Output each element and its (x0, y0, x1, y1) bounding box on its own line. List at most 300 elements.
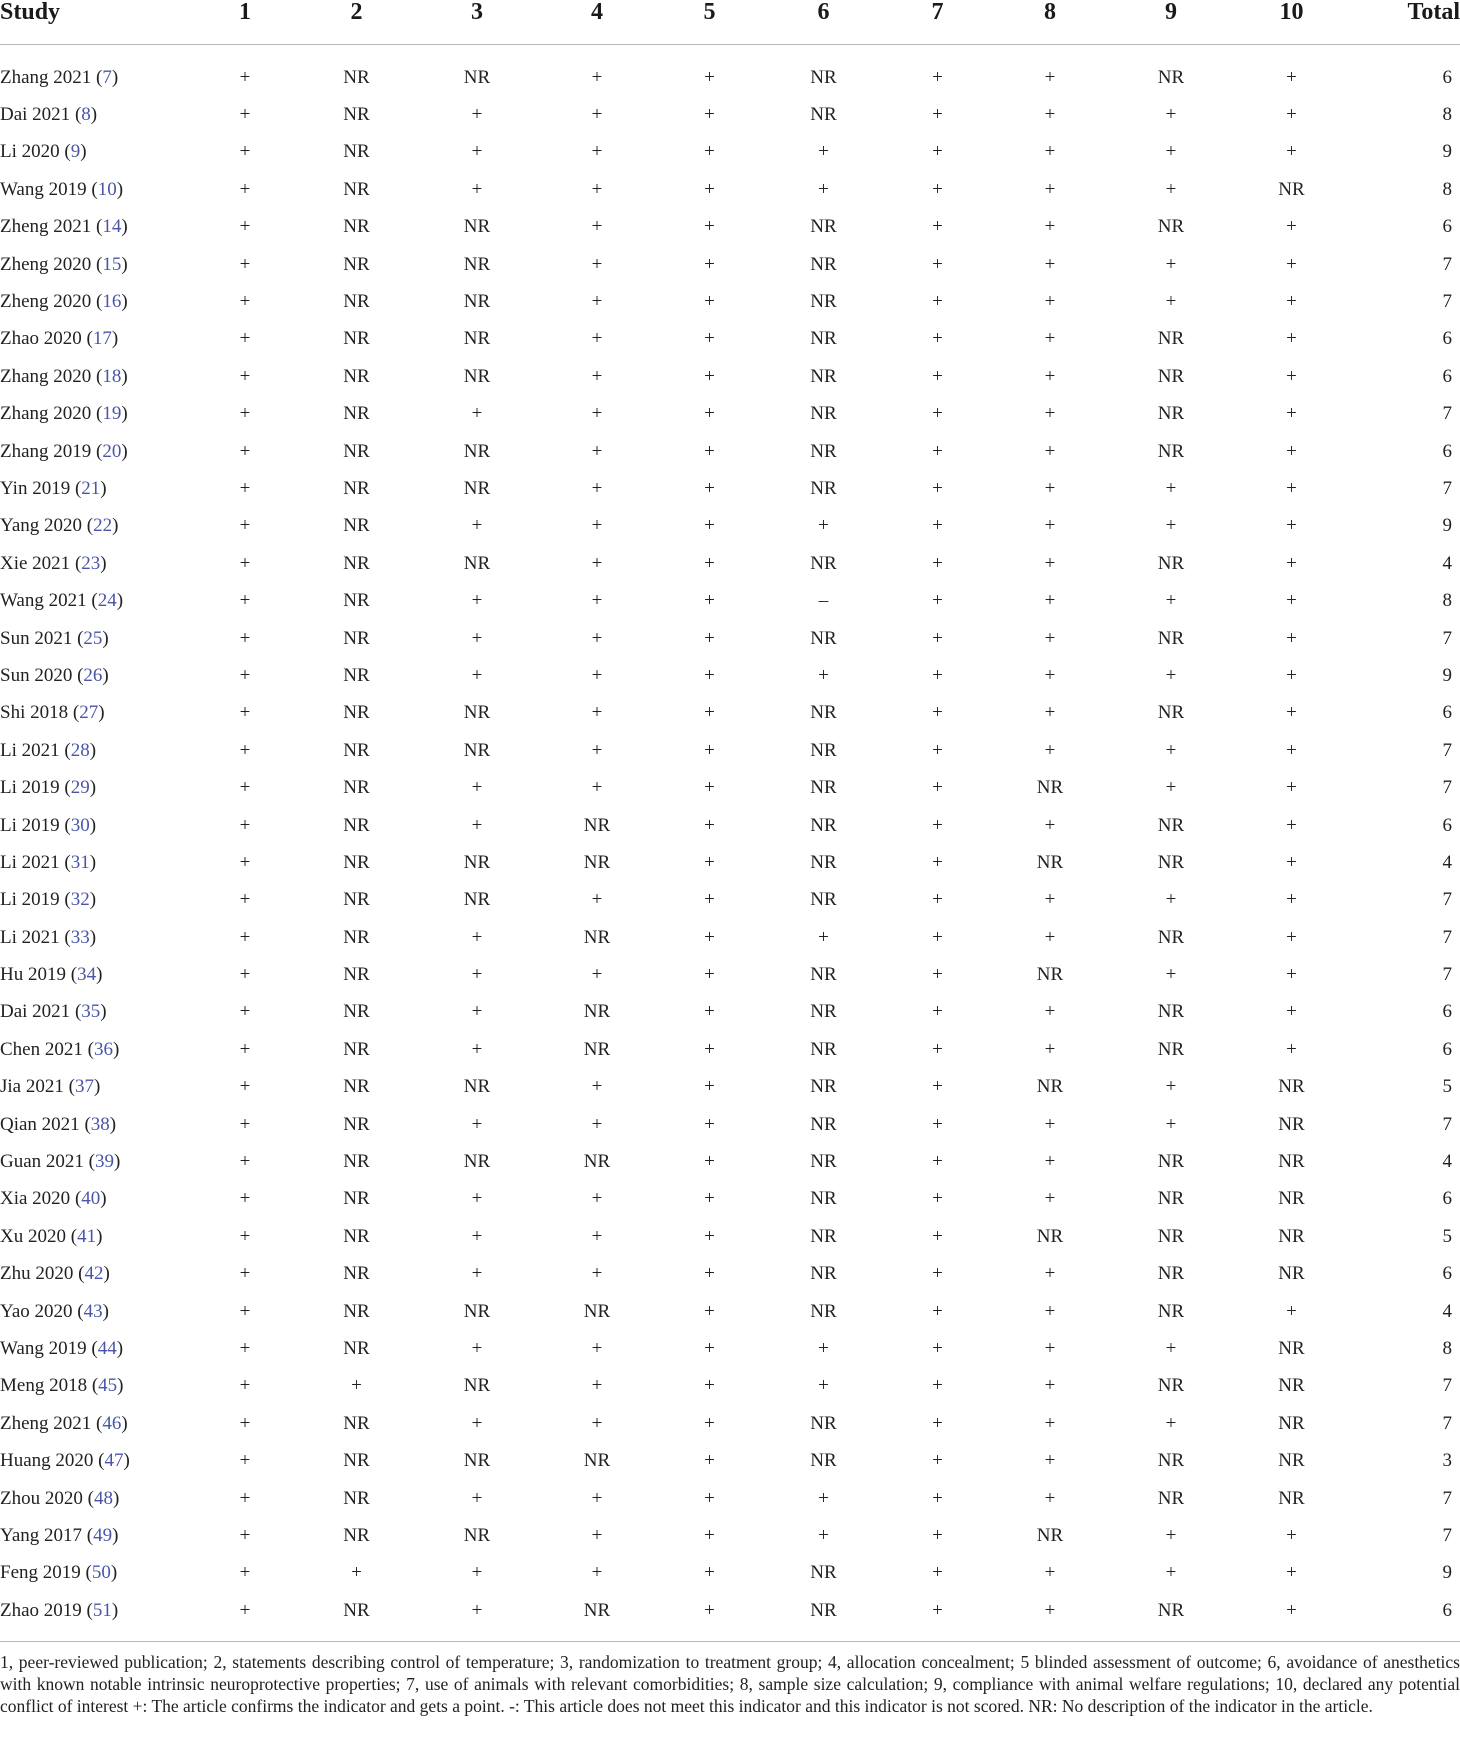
score-cell-criterion-3: + (471, 590, 483, 612)
score-cell-criterion-7: + (932, 814, 943, 836)
study-author: Feng 2019 (0, 1562, 81, 1584)
score-cell-criterion-6: NR (810, 477, 837, 499)
score-cell-criterion-5: + (704, 702, 715, 724)
score-cell-criterion-6: NR (810, 702, 837, 724)
header-study: Study (0, 0, 190, 45)
score-cell-criterion-2: NR (343, 515, 370, 537)
score-cell-criterion-1: + (239, 141, 251, 163)
score-cell-criterion-9: NR (1157, 1225, 1185, 1247)
score-cell-criterion-5: + (704, 1001, 715, 1023)
score-cell-criterion-5: + (704, 1151, 715, 1173)
score-cell-criterion-8: + (1044, 216, 1056, 238)
score-cell-criterion-6: NR (810, 1599, 837, 1621)
score-cell-criterion-5: + (704, 1524, 715, 1546)
score-cell-criterion-10: NR (1278, 178, 1305, 200)
study-cell: Yang 2020 (22) (0, 515, 119, 537)
score-cell-criterion-7: + (932, 1001, 943, 1023)
score-cell-criterion-8: + (1044, 66, 1056, 88)
score-cell-criterion-9: NR (1157, 403, 1185, 425)
score-cell-criterion-4: + (591, 253, 603, 275)
reference-link[interactable]: 8 (81, 104, 91, 126)
total-score-cell: 7 (1442, 1113, 1452, 1135)
score-cell-criterion-10: + (1286, 702, 1297, 724)
score-cell-criterion-2: NR (343, 1337, 370, 1359)
score-cell-criterion-5: + (704, 328, 715, 350)
score-cell-criterion-9: NR (1157, 1188, 1185, 1210)
reference-link[interactable]: 26 (83, 664, 103, 686)
score-cell-criterion-5: + (704, 1113, 715, 1135)
reference-link[interactable]: 17 (92, 328, 112, 350)
score-cell-criterion-7: + (932, 291, 943, 313)
score-cell-criterion-10: + (1286, 627, 1297, 649)
score-cell-criterion-2: NR (343, 216, 370, 238)
score-cell-criterion-3: NR (463, 291, 491, 313)
score-cell-criterion-1: + (239, 1599, 251, 1621)
score-cell-criterion-8: + (1044, 1487, 1056, 1509)
study-cell: Xia 2020 (40) (0, 1188, 107, 1210)
total-score-cell: 6 (1442, 1188, 1452, 1210)
study-author: Zhang 2021 (0, 66, 92, 88)
study-cell: Yin 2019 (21) (0, 477, 107, 499)
score-cell-criterion-3: + (471, 1225, 483, 1247)
score-cell-criterion-9: NR (1157, 216, 1185, 238)
reference-link[interactable]: 20 (102, 440, 122, 462)
score-cell-criterion-2: NR (343, 477, 370, 499)
score-cell-criterion-1: + (239, 440, 251, 462)
score-cell-criterion-4: NR (583, 926, 611, 948)
score-cell-criterion-4: + (591, 1412, 603, 1434)
score-cell-criterion-6: NR (810, 1151, 837, 1173)
study-author: Li 2021 (0, 739, 60, 761)
score-cell-criterion-7: + (932, 664, 943, 686)
score-cell-criterion-7: + (932, 739, 943, 761)
reference-link[interactable]: 46 (102, 1412, 122, 1434)
score-cell-criterion-10: + (1286, 552, 1297, 574)
score-cell-criterion-9: NR (1157, 926, 1185, 948)
total-score-cell: 6 (1442, 1599, 1452, 1621)
total-score-cell: 6 (1442, 328, 1452, 350)
score-cell-criterion-8: + (1044, 1188, 1056, 1210)
reference-link[interactable]: 9 (70, 141, 81, 163)
score-cell-criterion-1: + (239, 664, 251, 686)
header-criterion-7: 7 (881, 0, 994, 45)
table-row (0, 620, 1460, 657)
score-cell-criterion-1: + (239, 1038, 251, 1060)
score-cell-criterion-3: + (471, 141, 483, 163)
study-author: Jia 2021 (0, 1076, 64, 1098)
score-cell-criterion-8: + (1044, 1562, 1056, 1584)
score-cell-criterion-1: + (239, 552, 251, 574)
score-cell-criterion-10: + (1286, 814, 1297, 836)
reference-link[interactable]: 25 (83, 627, 103, 649)
score-cell-criterion-8: + (1044, 104, 1056, 126)
score-cell-criterion-3: + (471, 1487, 483, 1509)
score-cell-criterion-4: + (591, 739, 603, 761)
study-author: Zheng 2020 (0, 291, 92, 313)
study-author: Zhao 2019 (0, 1599, 82, 1621)
reference-link[interactable]: 14 (102, 216, 122, 238)
score-cell-criterion-8: + (1044, 1151, 1056, 1173)
score-cell-criterion-6: NR (810, 552, 837, 574)
study-author: Meng 2018 (0, 1375, 88, 1397)
header-criterion-9: 9 (1106, 0, 1236, 45)
reference-link[interactable]: 18 (102, 365, 122, 387)
score-cell-criterion-10: + (1286, 328, 1297, 350)
reference-link[interactable]: 7 (102, 66, 112, 88)
score-cell-criterion-10: + (1286, 889, 1297, 911)
study-author: Zhu 2020 (0, 1263, 74, 1285)
total-score-cell: 6 (1442, 365, 1452, 387)
reference-link[interactable]: 47 (104, 1450, 124, 1472)
reference-link[interactable]: 48 (93, 1487, 113, 1509)
score-cell-criterion-10: + (1286, 664, 1297, 686)
score-cell-criterion-8: NR (1036, 1524, 1064, 1546)
score-cell-criterion-4: + (591, 440, 603, 462)
score-cell-criterion-10: + (1286, 104, 1297, 126)
score-cell-criterion-10: + (1286, 477, 1297, 499)
score-cell-criterion-9: NR (1157, 1263, 1185, 1285)
total-score-cell: 3 (1442, 1450, 1452, 1472)
reference-link[interactable]: 49 (93, 1524, 113, 1546)
reference-link[interactable]: 38 (90, 1113, 110, 1135)
score-cell-criterion-2: NR (343, 777, 370, 799)
table-row (0, 1031, 1460, 1068)
reference-link[interactable]: 23 (81, 552, 101, 574)
score-cell-criterion-6: + (818, 926, 829, 948)
score-cell-criterion-5: + (704, 1375, 715, 1397)
score-cell-criterion-2: NR (343, 1524, 370, 1546)
reference-link[interactable]: 36 (93, 1038, 113, 1060)
score-cell-criterion-10: NR (1278, 1450, 1305, 1472)
table-row (0, 1256, 1460, 1293)
score-cell-criterion-1: + (239, 104, 251, 126)
score-cell-criterion-4: + (591, 1487, 603, 1509)
reference-link[interactable]: 29 (70, 777, 90, 799)
score-cell-criterion-2: NR (343, 1076, 370, 1098)
study-cell: Yang 2017 (49) (0, 1524, 119, 1546)
score-cell-criterion-6: NR (810, 440, 837, 462)
score-cell-criterion-8: + (1044, 403, 1056, 425)
score-cell-criterion-2: NR (343, 739, 370, 761)
score-cell-criterion-10: + (1286, 1599, 1297, 1621)
total-score-cell: 7 (1442, 253, 1452, 275)
total-score-cell: 6 (1442, 440, 1452, 462)
score-cell-criterion-7: + (932, 627, 943, 649)
score-cell-criterion-10: NR (1278, 1412, 1305, 1434)
score-cell-criterion-1: + (239, 1412, 251, 1434)
table-row (0, 209, 1460, 246)
score-cell-criterion-10: + (1286, 1001, 1297, 1023)
reference-link[interactable]: 43 (83, 1300, 103, 1322)
score-cell-criterion-10: + (1286, 515, 1297, 537)
reference-link[interactable]: 19 (102, 403, 122, 425)
score-cell-criterion-7: + (932, 66, 943, 88)
score-cell-criterion-4: + (591, 889, 603, 911)
score-cell-criterion-5: + (704, 515, 715, 537)
study-cell: Sun 2021 (25) (0, 627, 109, 649)
table-row (0, 882, 1460, 919)
score-cell-criterion-1: + (239, 1151, 251, 1173)
score-cell-criterion-5: + (704, 66, 715, 88)
score-cell-criterion-4: + (591, 291, 603, 313)
table-row (0, 96, 1460, 133)
table-row (0, 134, 1460, 171)
study-author: Guan 2021 (0, 1151, 84, 1173)
total-score-cell: 8 (1442, 178, 1452, 200)
study-cell: Zhao 2020 (17) (0, 328, 119, 350)
table-row (0, 695, 1460, 732)
score-cell-criterion-4: NR (583, 1151, 611, 1173)
score-cell-criterion-6: NR (810, 1450, 837, 1472)
score-cell-criterion-2: NR (343, 328, 370, 350)
score-cell-criterion-4: + (591, 403, 603, 425)
score-cell-criterion-2: NR (343, 178, 370, 200)
score-cell-criterion-7: + (932, 1151, 943, 1173)
score-cell-criterion-2: NR (343, 1450, 370, 1472)
reference-link[interactable]: 28 (70, 739, 90, 761)
score-cell-criterion-3: NR (463, 1524, 491, 1546)
study-cell: Zheng 2020 (15) (0, 253, 128, 275)
score-cell-criterion-3: NR (463, 1300, 491, 1322)
score-cell-criterion-2: NR (343, 1038, 370, 1060)
score-cell-criterion-3: + (471, 515, 483, 537)
study-cell: Li 2019 (29) (0, 777, 97, 799)
score-cell-criterion-6: NR (810, 627, 837, 649)
study-author: Chen 2021 (0, 1038, 83, 1060)
score-cell-criterion-4: + (591, 1524, 603, 1546)
score-cell-criterion-3: NR (463, 66, 491, 88)
reference-link[interactable]: 44 (97, 1337, 117, 1359)
score-cell-criterion-6: NR (810, 1188, 837, 1210)
table-row (0, 1181, 1460, 1218)
score-cell-criterion-2: NR (343, 1151, 370, 1173)
score-cell-criterion-4: + (591, 477, 603, 499)
score-cell-criterion-3: NR (463, 365, 491, 387)
score-cell-criterion-1: + (239, 1225, 251, 1247)
study-author: Wang 2019 (0, 1337, 87, 1359)
score-cell-criterion-10: + (1286, 926, 1297, 948)
table-row (0, 396, 1460, 433)
score-cell-criterion-10: + (1286, 291, 1297, 313)
score-cell-criterion-8: NR (1036, 1225, 1064, 1247)
score-cell-criterion-5: + (704, 178, 715, 200)
table-row (0, 769, 1460, 806)
score-cell-criterion-8: + (1044, 141, 1056, 163)
reference-link[interactable]: 15 (102, 253, 122, 275)
score-cell-criterion-10: + (1286, 440, 1297, 462)
score-cell-criterion-2: NR (343, 403, 370, 425)
study-cell: Xu 2020 (41) (0, 1225, 103, 1247)
score-cell-criterion-7: + (932, 365, 943, 387)
total-score-cell: 7 (1442, 627, 1452, 649)
score-cell-criterion-7: + (932, 1599, 943, 1621)
score-cell-criterion-4: NR (583, 1599, 611, 1621)
score-cell-criterion-5: + (704, 889, 715, 911)
score-cell-criterion-7: + (932, 1113, 943, 1135)
study-cell: Li 2021 (28) (0, 739, 97, 761)
table-row (0, 919, 1460, 956)
reference-link[interactable]: 45 (98, 1375, 118, 1397)
score-cell-criterion-7: + (932, 1337, 943, 1359)
study-cell: Xie 2021 (23) (0, 552, 107, 574)
study-author: Li 2019 (0, 777, 60, 799)
score-cell-criterion-8: + (1044, 926, 1056, 948)
score-cell-criterion-6: + (818, 515, 829, 537)
score-cell-criterion-1: + (239, 1337, 251, 1359)
reference-link[interactable]: 50 (91, 1562, 111, 1584)
study-author: Zhou 2020 (0, 1487, 83, 1509)
score-cell-criterion-5: + (704, 365, 715, 387)
total-score-cell: 4 (1442, 1300, 1452, 1322)
study-cell: Li 2021 (33) (0, 926, 97, 948)
table-row (0, 1106, 1460, 1143)
score-cell-criterion-7: + (932, 777, 943, 799)
reference-link[interactable]: 40 (81, 1188, 101, 1210)
study-author: Zhang 2020 (0, 403, 92, 425)
reference-link[interactable]: 34 (77, 964, 97, 986)
score-cell-criterion-2: NR (343, 141, 370, 163)
table-row (0, 844, 1460, 881)
score-cell-criterion-10: + (1286, 403, 1297, 425)
score-cell-criterion-5: + (704, 1263, 715, 1285)
table-row (0, 1218, 1460, 1255)
score-cell-criterion-8: + (1044, 590, 1056, 612)
score-cell-criterion-4: + (591, 66, 603, 88)
score-cell-criterion-8: NR (1036, 964, 1064, 986)
score-cell-criterion-10: NR (1278, 1337, 1305, 1359)
score-cell-criterion-3: NR (463, 1450, 491, 1472)
score-cell-criterion-8: + (1044, 814, 1056, 836)
score-cell-criterion-4: NR (583, 1038, 611, 1060)
score-cell-criterion-9: + (1165, 964, 1177, 986)
study-cell: Guan 2021 (39) (0, 1151, 121, 1173)
study-author: Zhang 2020 (0, 365, 92, 387)
reference-link[interactable]: 41 (77, 1225, 97, 1247)
score-cell-criterion-2: NR (343, 1412, 370, 1434)
score-cell-criterion-10: + (1286, 739, 1297, 761)
score-cell-criterion-2: NR (343, 1300, 370, 1322)
header-criterion-2: 2 (300, 0, 413, 45)
score-cell-criterion-2: NR (343, 440, 370, 462)
table-row (0, 283, 1460, 320)
score-cell-criterion-7: + (932, 590, 943, 612)
study-author: Qian 2021 (0, 1113, 80, 1135)
score-cell-criterion-9: NR (1157, 66, 1185, 88)
score-cell-criterion-4: NR (583, 1300, 611, 1322)
score-cell-criterion-8: NR (1036, 777, 1064, 799)
score-cell-criterion-6: + (818, 664, 829, 686)
score-cell-criterion-2: NR (343, 926, 370, 948)
score-cell-criterion-6: NR (810, 851, 837, 873)
header-criterion-4: 4 (541, 0, 653, 45)
reference-link[interactable]: 22 (93, 515, 113, 537)
score-cell-criterion-5: + (704, 926, 715, 948)
score-cell-criterion-7: + (932, 328, 943, 350)
score-cell-criterion-5: + (704, 664, 715, 686)
study-cell: Zhao 2019 (51) (0, 1599, 119, 1621)
table-row (0, 1143, 1460, 1180)
total-score-cell: 6 (1442, 1001, 1452, 1023)
reference-link[interactable]: 42 (84, 1263, 104, 1285)
score-cell-criterion-4: NR (583, 1001, 611, 1023)
score-cell-criterion-4: + (591, 104, 603, 126)
score-cell-criterion-7: + (932, 964, 943, 986)
score-cell-criterion-6: + (818, 178, 829, 200)
score-cell-criterion-1: + (239, 403, 251, 425)
total-score-cell: 8 (1442, 590, 1452, 612)
reference-link[interactable]: 16 (102, 291, 122, 313)
score-cell-criterion-6: NR (810, 66, 837, 88)
study-cell: Wang 2021 (24) (0, 590, 124, 612)
reference-link[interactable]: 35 (81, 1001, 101, 1023)
score-cell-criterion-9: + (1165, 777, 1177, 799)
score-cell-criterion-6: NR (810, 1113, 837, 1135)
score-cell-criterion-6: + (818, 1375, 829, 1397)
total-score-cell: 5 (1442, 1225, 1452, 1247)
score-cell-criterion-6: NR (810, 1038, 837, 1060)
score-cell-criterion-9: NR (1157, 365, 1185, 387)
score-cell-criterion-6: + (818, 1337, 829, 1359)
score-cell-criterion-8: + (1044, 889, 1056, 911)
score-cell-criterion-9: + (1165, 1524, 1177, 1546)
table-row (0, 433, 1460, 470)
score-cell-criterion-3: NR (463, 440, 491, 462)
score-cell-criterion-4: + (591, 627, 603, 649)
header-criterion-5: 5 (653, 0, 766, 45)
table-row (0, 1405, 1460, 1442)
score-cell-criterion-10: + (1286, 590, 1297, 612)
reference-link[interactable]: 39 (94, 1151, 114, 1173)
score-cell-criterion-1: + (239, 1562, 251, 1584)
score-cell-criterion-8: + (1044, 1113, 1056, 1135)
score-cell-criterion-9: + (1165, 477, 1177, 499)
score-cell-criterion-9: + (1165, 291, 1177, 313)
reference-link[interactable]: 51 (92, 1599, 112, 1621)
score-cell-criterion-3: + (471, 1562, 483, 1584)
table-body (0, 45, 1460, 1630)
score-cell-criterion-10: + (1286, 253, 1297, 275)
table-bottom-rule (0, 1641, 1460, 1642)
reference-link[interactable]: 30 (70, 814, 90, 836)
reference-link[interactable]: 10 (97, 178, 117, 200)
score-cell-criterion-7: + (932, 440, 943, 462)
score-cell-criterion-6: + (818, 1524, 829, 1546)
reference-link[interactable]: 27 (79, 702, 99, 724)
reference-link[interactable]: 21 (81, 477, 101, 499)
reference-link[interactable]: 24 (97, 590, 117, 612)
score-cell-criterion-3: + (471, 1001, 483, 1023)
score-cell-criterion-6: NR (810, 328, 837, 350)
score-cell-criterion-8: + (1044, 1599, 1056, 1621)
score-cell-criterion-10: NR (1278, 1375, 1305, 1397)
score-cell-criterion-3: + (471, 777, 483, 799)
score-cell-criterion-3: + (471, 403, 483, 425)
score-cell-criterion-8: + (1044, 1263, 1056, 1285)
score-cell-criterion-9: + (1165, 141, 1177, 163)
score-cell-criterion-4: + (591, 515, 603, 537)
reference-link[interactable]: 31 (70, 851, 90, 873)
score-cell-criterion-1: + (239, 1188, 251, 1210)
score-cell-criterion-8: NR (1036, 851, 1064, 873)
study-author: Xu 2020 (0, 1225, 66, 1247)
score-cell-criterion-9: NR (1157, 552, 1185, 574)
reference-link[interactable]: 33 (70, 926, 90, 948)
study-author: Zhao 2020 (0, 328, 82, 350)
reference-link[interactable]: 37 (74, 1076, 94, 1098)
reference-link[interactable]: 32 (70, 889, 90, 911)
total-score-cell: 9 (1442, 664, 1452, 686)
total-score-cell: 6 (1442, 216, 1452, 238)
